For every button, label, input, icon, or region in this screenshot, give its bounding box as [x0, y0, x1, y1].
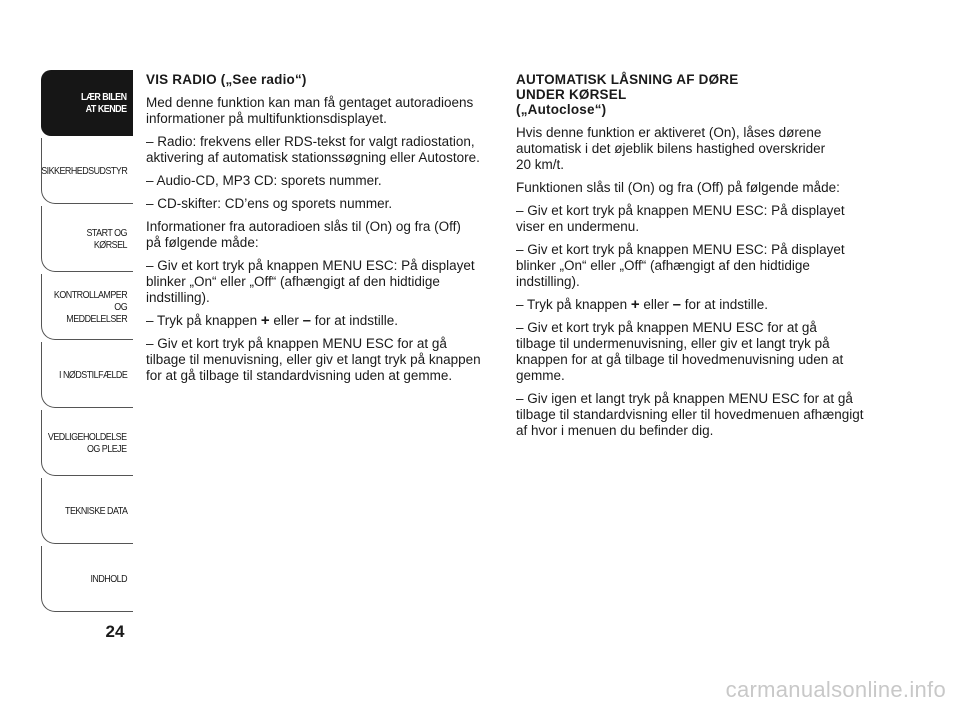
paragraph: – CD-skifter: CD’ens og sporets nummer. — [146, 196, 393, 211]
text-run: eller — [269, 313, 303, 328]
tab-laer-bilen-at-kende[interactable] — [41, 70, 133, 136]
section-autoclose — [516, 72, 876, 446]
section-heading: VIS RADIO („See radio“) — [146, 72, 307, 87]
paragraph: – Giv et kort tryk på knappen MENU ESC: På displayet blinker „On“ eller „Off“ (afhængigt af den hidtidige indstilling). — [516, 242, 845, 289]
section-heading: AUTOMATISK LÅSNING AF DØRE UNDER KØRSEL („Autoclose“) — [516, 72, 739, 117]
paragraph: – Audio-CD, MP3 CD: sporets nummer. — [146, 173, 382, 188]
tab-vedligeholdelse[interactable] — [41, 410, 133, 476]
paragraph: – Giv et kort tryk på knappen MENU ESC for at gå tilbage til undermenuvisning, eller giv et langt tryk på knappen for at gå tilbage til hovedmenuvisning uden at gemme. — [516, 320, 844, 383]
paragraph: – Radio: frekvens eller RDS-tekst for valgt radiostation, aktivering af automatisk stationssøgning eller Autostore. — [146, 134, 480, 165]
paragraph: – Giv et kort tryk på knappen MENU ESC: På displayet viser en undermenu. — [516, 203, 845, 234]
tab-label: VEDLIGEHOLDELSE OG PLEJE — [48, 430, 127, 455]
paragraph: – Giv et kort tryk på knappen MENU ESC for at gå tilbage til menuvisning, eller giv et langt tryk på knappen for at gå tilbage til standardvisning uden at gemme. — [146, 336, 481, 383]
watermark: carmanualsonline.info — [725, 677, 946, 702]
tab-sikkerhedsudstyr[interactable] — [41, 138, 133, 204]
section-vis-radio — [146, 72, 496, 391]
tab-label: I NØDSTILFÆLDE — [58, 368, 127, 381]
paragraph: Informationer fra autoradioen slås til (On) og fra (Off) på følgende måde: — [146, 219, 461, 250]
tab-label: KONTROLLAMPER OG MEDDELELSER — [53, 288, 127, 325]
text-run: eller — [639, 297, 673, 312]
paragraph: Hvis denne funktion er aktiveret (On), låses dørene automatisk i det øjeblik bilens hastighed overskrider 20 km/t. — [516, 125, 826, 172]
paragraph — [146, 313, 496, 329]
tab-label: SIKKERHEDSUDSTYR — [40, 164, 127, 177]
tab-label: TEKNISKE DATA — [64, 504, 127, 517]
plus-symbol: + — [260, 312, 270, 329]
tab-tekniske-data[interactable] — [41, 478, 133, 544]
paragraph: Med denne funktion kan man få gentaget autoradioens informationer på multifunktionsdisplayet. — [146, 95, 474, 126]
tab-kontrollamper[interactable] — [41, 274, 133, 340]
tab-label: INDHOLD — [90, 572, 127, 585]
paragraph: – Giv et kort tryk på knappen MENU ESC: På displayet blinker „On“ eller „Off“ (afhængigt af den hidtidige indstilling). — [146, 258, 475, 305]
tab-label: START OG KØRSEL — [86, 226, 127, 251]
text-run: – Tryk på knappen — [516, 297, 631, 312]
text-run: for at indstille. — [680, 297, 768, 312]
page-number: 24 — [105, 622, 125, 641]
text-run: – Tryk på knappen — [146, 313, 261, 328]
minus-symbol: – — [302, 312, 311, 329]
text-run: for at indstille. — [310, 313, 398, 328]
plus-symbol: + — [630, 296, 640, 313]
tab-indhold[interactable] — [41, 546, 133, 612]
tab-i-nodstilfaelde[interactable] — [41, 342, 133, 408]
chapter-tabs — [41, 70, 133, 614]
tab-start-og-korsel[interactable] — [41, 206, 133, 272]
paragraph — [516, 297, 876, 313]
paragraph: – Giv igen et langt tryk på knappen MENU ESC for at gå tilbage til standardvisning eller til hovedmenuen afhængigt af hvor i menuen du befinder dig. — [516, 391, 864, 438]
paragraph: Funktionen slås til (On) og fra (Off) på følgende måde: — [516, 180, 840, 195]
minus-symbol: – — [672, 296, 681, 313]
tab-label: LÆR BILEN AT KENDE — [81, 91, 127, 115]
